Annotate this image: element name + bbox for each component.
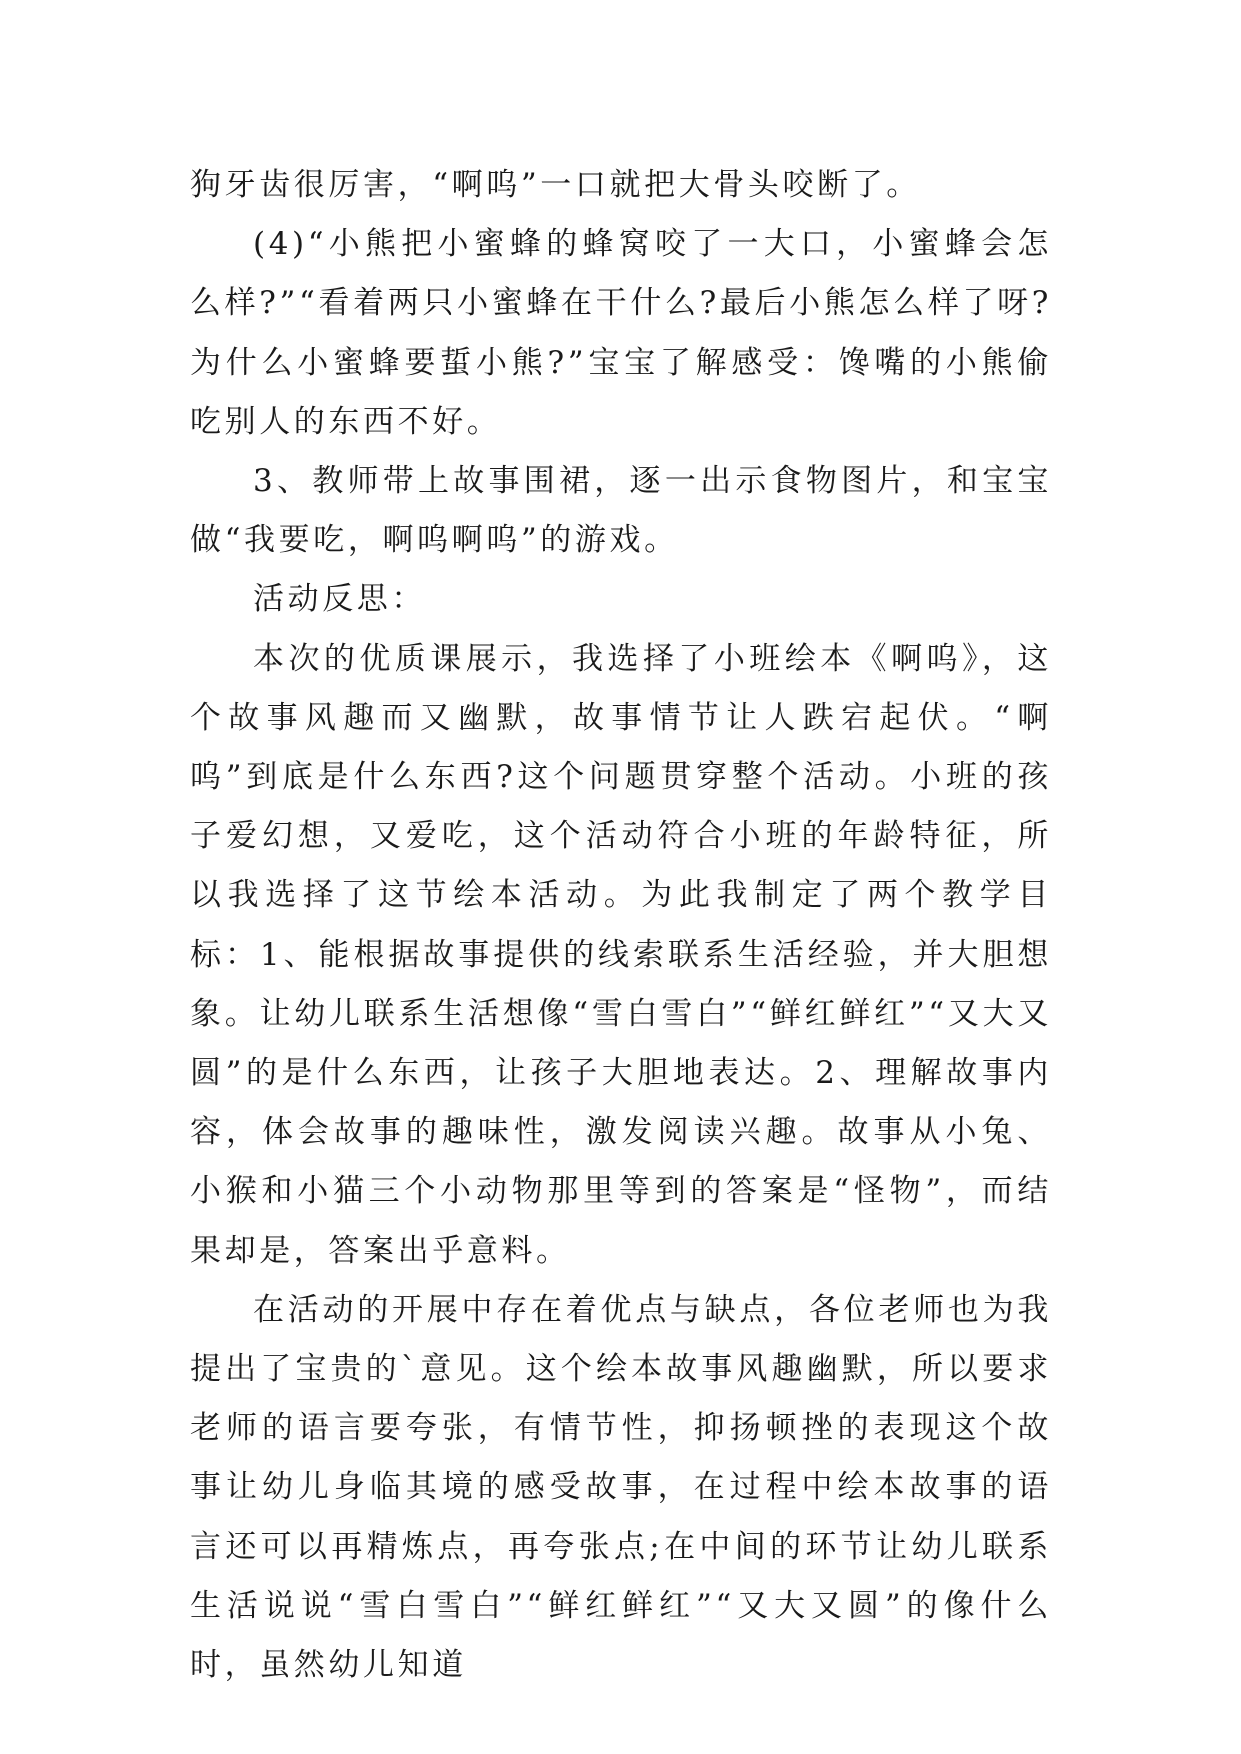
paragraph-continuation: 狗牙齿很厉害，“啊呜”一口就把大骨头咬断了。: [190, 167, 921, 203]
paragraph-step-4: (4)“小熊把小蜜蜂的蜂窝咬了一大口，小蜜蜂会怎么样?”“看着两只小蜜蜂在干什么?最后小熊怎么样了呀?为什么小蜜蜂要蜇小熊?”宝宝了解感受：馋嘴的小熊偷吃别人的东西不好。: [190, 226, 1052, 440]
paragraph-reflection-1: 本次的优质课展示，我选择了小班绘本《啊呜》，这个故事风趣而又幽默，故事情节让人跌宕起伏。“啊呜”到底是什么东西?这个问题贯穿整个活动。小班的孩子爱幻想，又爱吃，这个活动符合小班的年龄特征，所以我选择了这节绘本活动。为此我制定了两个教学目标：1、能根据故事提供的线索联系生活经验，并大胆想象。让幼儿联系生活想像“雪白雪白”“鲜红鲜红”“又大又圆”的是什么东西，让孩子大胆地表达。2、理解故事内容，体会故事的趣味性，激发阅读兴趣。故事从小兔、小猴和小猫三个小动物那里等到的答案是“怪物”，而结果却是，答案出乎意料。: [190, 640, 1052, 1269]
paragraph-reflection-2: 在活动的开展中存在着优点与缺点，各位老师也为我提出了宝贵的`意见。这个绘本故事风趣幽默，所以要求老师的语言要夸张，有情节性，抑扬顿挫的表现这个故事让幼儿身临其境的感受故事，在过程中绘本故事的语言还可以再精炼点，再夸张点;在中间的环节让幼儿联系生活说说“雪白雪白”“鲜红鲜红”“又大又圆”的像什么时，虽然幼儿知道: [190, 1291, 1052, 1684]
paragraph-step-3: 3、教师带上故事围裙，逐一出示食物图片，和宝宝做“我要吃，啊呜啊呜”的游戏。: [190, 463, 1052, 559]
body-text: [190, 156, 1052, 1695]
section-heading-reflection: 活动反思：: [253, 581, 426, 618]
